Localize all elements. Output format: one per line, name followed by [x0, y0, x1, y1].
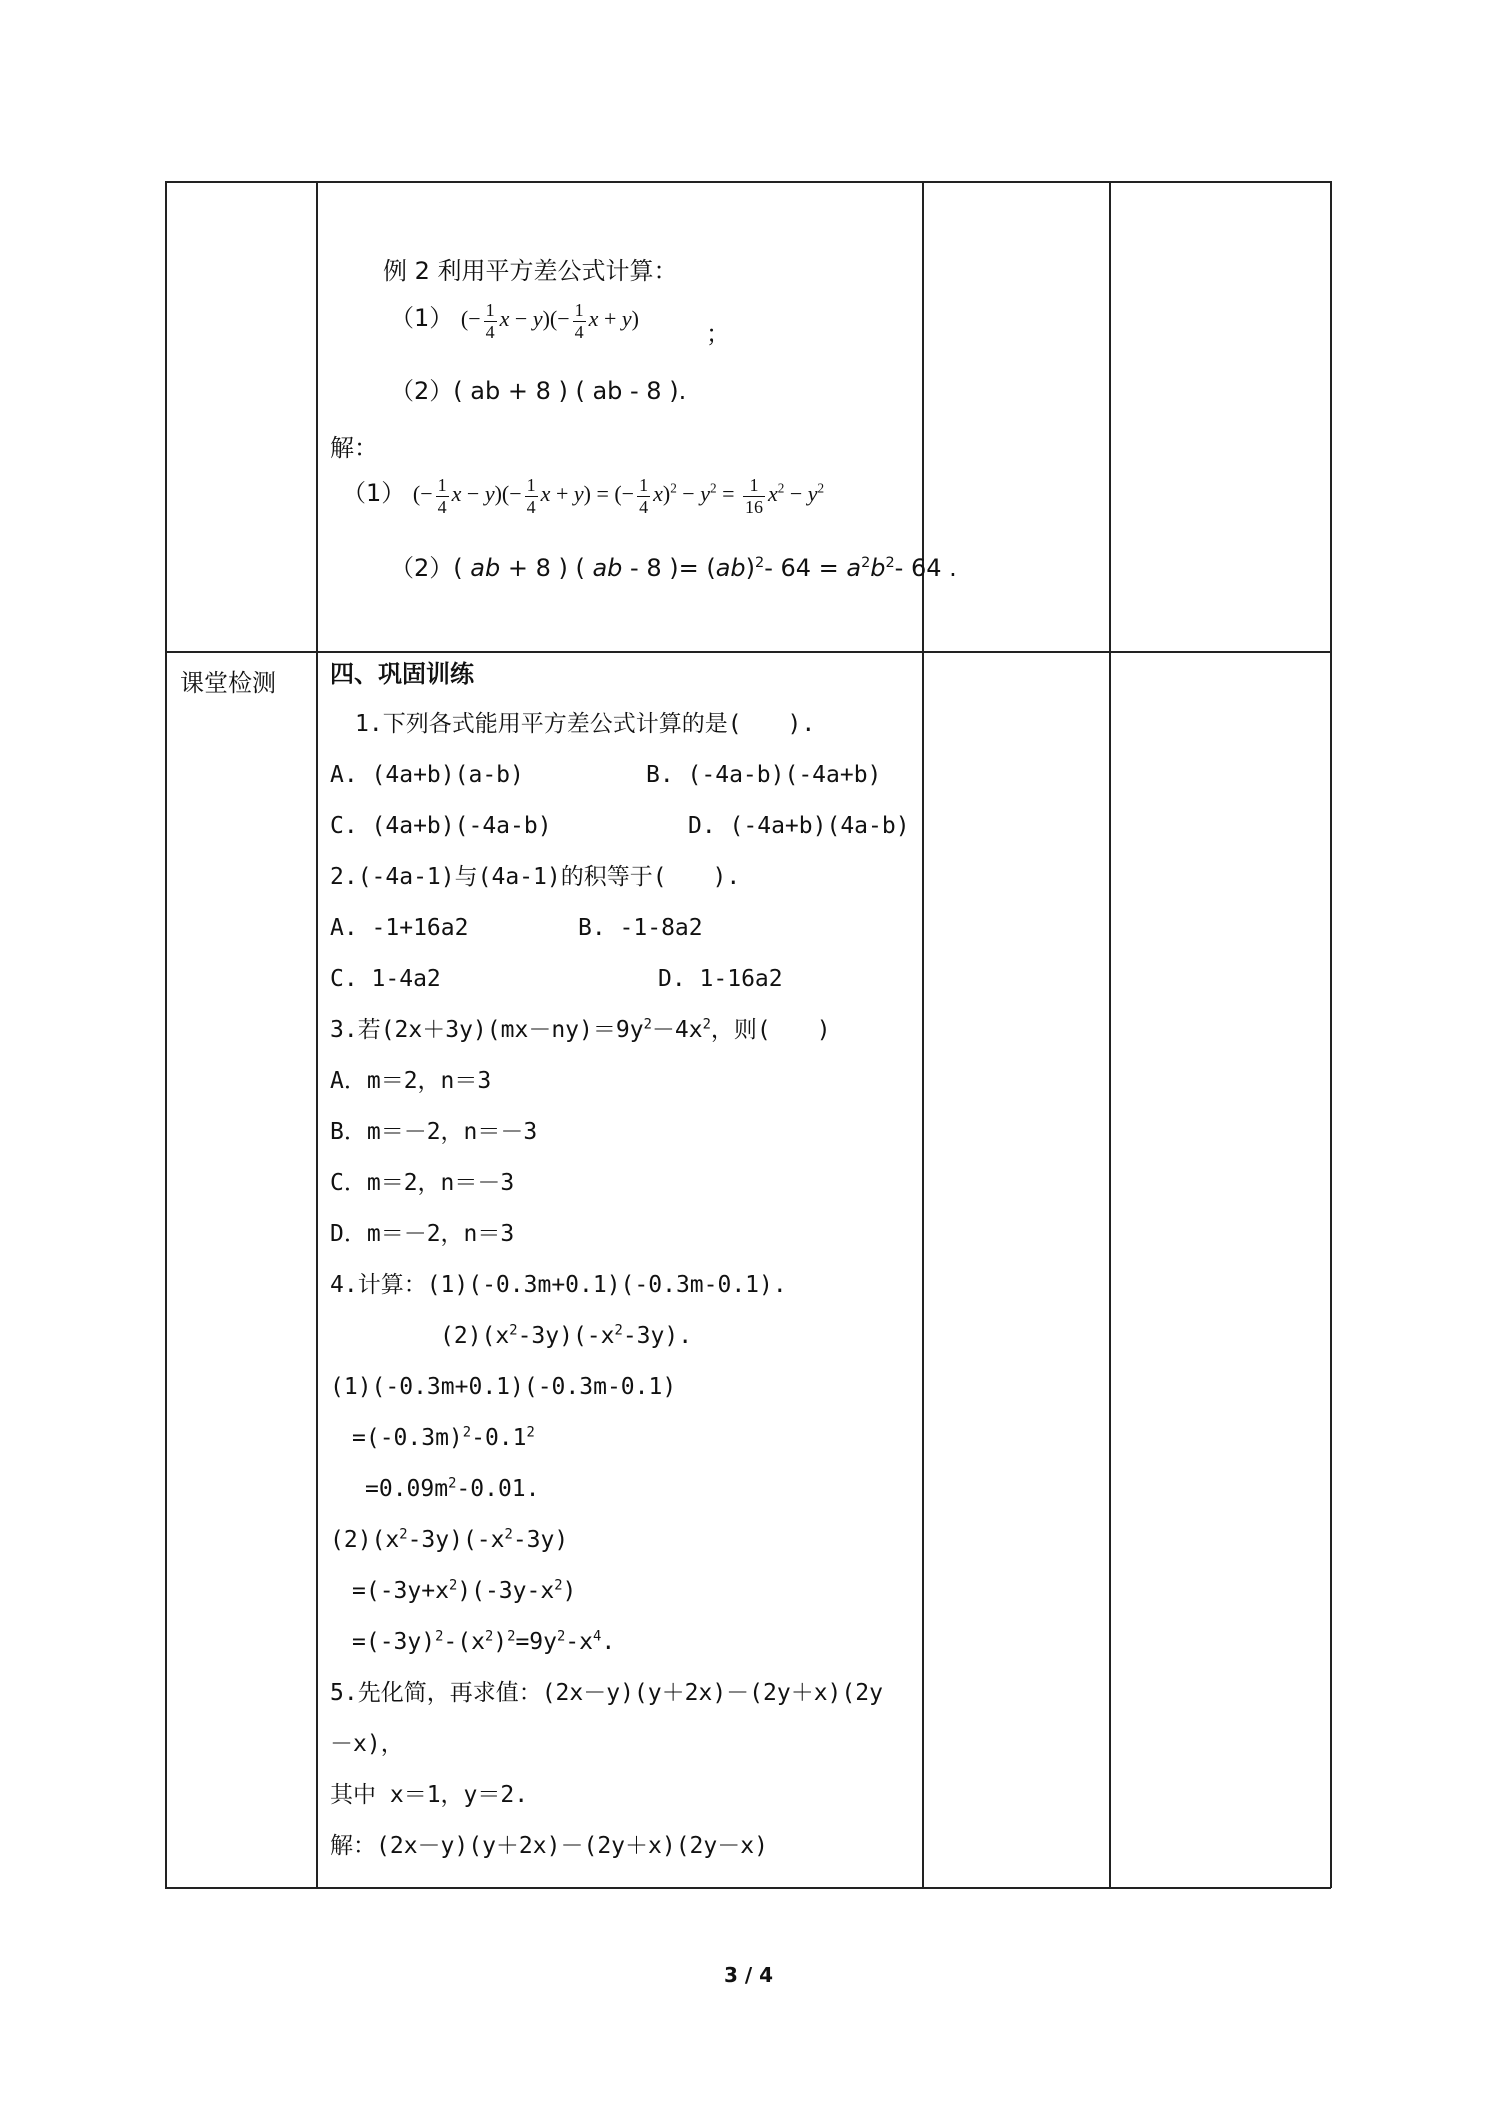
- q4-sol2-line2: $=(-3y+x^2)(-3y-x^2)$: [352, 1577, 577, 1604]
- q2-stem: 2.(-4a-1)与(4a-1)的积等于( ).: [330, 864, 741, 890]
- q4-sol1-line3-a: =0.09m: [365, 1476, 449, 1502]
- q1-option-a: A. (4a+b)(a-b): [330, 762, 524, 788]
- q1-stem: 1.下列各式能用平方差公式计算的是( ).: [355, 711, 816, 737]
- q4-sol2-line3-f: .: [601, 1629, 616, 1655]
- section-title: 四、巩固训练: [330, 660, 474, 688]
- table-bottom-border: [165, 1887, 1331, 1889]
- q3-option-b: B．m＝－2，n＝－3: [330, 1119, 538, 1145]
- q4-sol2-line2-b: )(-3y-x: [457, 1578, 555, 1604]
- q5-line3: 其中 x＝1，y＝2.: [330, 1782, 529, 1808]
- q4-sol1-line2-a: =(-0.3m): [352, 1425, 463, 1451]
- q4-sol2-line3-c: ): [493, 1629, 508, 1655]
- table-top-border: [165, 181, 1331, 183]
- sol1-expression: (− $\frac{1}{4}$ x − y)(− $\frac{1}{4}$ x + y) = (− $\frac{1}{4}$ $x)^2 - y^2$ = $\frac{1}{16}$ $x^2 - y^2$: [412, 475, 825, 517]
- q4-sol2-line3-d: =9y: [515, 1629, 557, 1655]
- q4-stem2-part2: -3y)(-x: [517, 1323, 615, 1349]
- q3-stem-part1: 3.若(2x＋3y)(mx－ny)＝9y: [330, 1017, 644, 1043]
- solution-2: [390, 556, 957, 580]
- q2-option-b: B. -1-8a2: [578, 915, 703, 941]
- q4-sol2-line1-b: -3y)(-x: [407, 1527, 505, 1553]
- example2-item1: [390, 300, 639, 342]
- q4-stem-2: $(2)(x^2-3y)(-x^2-3y)$.: [440, 1322, 693, 1349]
- q1-option-c: C. (4a+b)(-4a-b): [330, 813, 552, 839]
- q3-option-c: C．m＝2，n＝－3: [330, 1170, 515, 1196]
- sol1-label: （1）: [342, 479, 406, 508]
- q4-sol2-line3-a: =(-3y): [352, 1629, 436, 1655]
- q3-stem-part2: －4x: [651, 1017, 703, 1043]
- column-divider-1: [316, 181, 318, 1888]
- q5-line1: 5.先化简，再求值：(2x－y)(y＋2x)－(2y＋x)(2y: [330, 1680, 883, 1706]
- q4-stem: 4.计算：(1)(-0.3m+0.1)(-0.3m-0.1).: [330, 1272, 787, 1298]
- q4-sol2-line1-c: -3y): [512, 1527, 569, 1553]
- q2-option-d: D. 1-16a2: [658, 966, 783, 992]
- q4-sol1-line2-b: -0.1: [471, 1425, 527, 1451]
- q3-stem: 3.若$(2x+3y)(mx-ny)=9y^2-4x^2$，则( ): [330, 1016, 831, 1043]
- q5-line2: －x)，: [330, 1731, 404, 1757]
- q5-line4: 解：(2x－y)(y＋2x)－(2y＋x)(2y－x): [330, 1833, 768, 1859]
- page-number: 3 / 4: [724, 1963, 774, 1987]
- q4-sol1-line3: $=0.09m^2-0.01$.: [365, 1475, 540, 1502]
- q4-sol2-line1-a: (2)(x: [330, 1527, 400, 1553]
- q2-option-a: A. -1+16a2: [330, 915, 469, 941]
- q4-sol1-line2: $=(-0.3m)^2-0.1^2$: [352, 1424, 535, 1451]
- example2-item2: （2）( ab + 8 ) ( ab - 8 ).: [390, 377, 687, 405]
- row-label-class-test: 课堂检测: [180, 669, 276, 697]
- q4-sol2-line3-b: -(x: [443, 1629, 485, 1655]
- sol2-text: （2）( ab + 8 ) ( ab - 8 )= (ab)$^2$- $64 = a^2b^2-$ 64 .: [390, 554, 957, 582]
- q4-sol2-line2-a: =(-3y+x: [352, 1578, 449, 1604]
- q4-sol2-line3: $=(-3y)^2-(x^2)^2=9y^2-x^4$.: [352, 1628, 616, 1655]
- q3-option-a: A．m＝2，n＝3: [330, 1068, 492, 1094]
- column-divider-3: [1109, 181, 1111, 1888]
- q4-sol1-line3-b: -0.01.: [456, 1476, 540, 1502]
- q4-sol2-line1: $(2)(x^2-3y)(-x^2-3y)$: [330, 1526, 569, 1553]
- q4-sol1-line1: (1)(-0.3m+0.1)(-0.3m-0.1): [330, 1374, 677, 1400]
- q4-sol2-line3-e: -x: [565, 1629, 593, 1655]
- item1-label: （1）: [390, 304, 454, 333]
- solution-1: [342, 475, 824, 517]
- q3-option-d: D．m＝－2，n＝3: [330, 1221, 515, 1247]
- q3-stem-part3: ，则( ): [710, 1017, 831, 1043]
- q1-option-d: D. (-4a+b)(4a-b): [688, 813, 910, 839]
- example2-title: 例 2 利用平方差公式计算：: [383, 257, 678, 285]
- table-left-border: [165, 181, 167, 1888]
- item1-expression: (− $\frac{1}{4}$ x − y)(− $\frac{1}{4}$ x + y): [460, 300, 639, 342]
- q4-sol2-line2-c: ): [562, 1578, 577, 1604]
- row-divider: [165, 651, 1331, 653]
- q4-stem2-part1: (2)(x: [440, 1323, 510, 1349]
- q1-option-b: B. (-4a-b)(-4a+b): [646, 762, 882, 788]
- q4-stem2-part3: -3y).: [622, 1323, 693, 1349]
- solution-label: 解：: [330, 434, 378, 462]
- item1-semicolon: ；: [706, 320, 730, 348]
- column-divider-2: [922, 181, 924, 1888]
- q2-option-c: C. 1-4a2: [330, 966, 441, 992]
- table-right-border: [1330, 181, 1332, 1888]
